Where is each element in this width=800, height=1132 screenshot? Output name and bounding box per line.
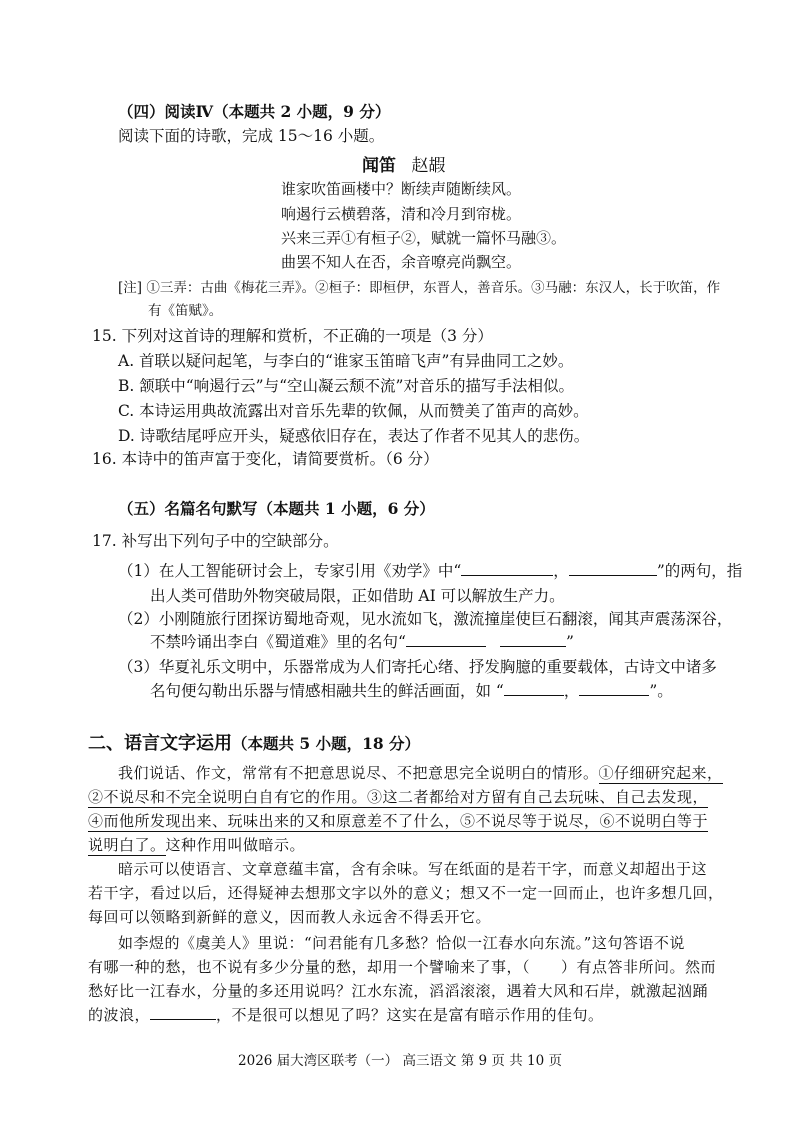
passage-l4-underlined: 说明白了。 [88,836,166,854]
q17-part3-line2 [150,679,673,701]
q17-part2-end: ” [565,633,574,651]
poem-line-2: 响遏行云横碧落，清和冷月到帘栊。 [281,205,522,223]
passage-l9-text-b: 有点答非所问。然而 [576,958,717,976]
q17-part2-text: 不禁吟诵出李白《蜀道难》里的名句“ [150,633,406,651]
passage-l1-plain: 我们说话、作文，常常有不把意思说尽、不把意思完全说明白的情形。 [118,764,599,782]
poem-line-1: 谁家吹笛画楼中？断续声随断续风。 [281,180,522,198]
passage-l1-underlined: ①仔细研究起来， [598,764,723,782]
passage-line-3 [88,810,708,831]
q17-part2-blank-2[interactable] [500,632,566,647]
passage-line-2 [88,786,708,807]
q17-part2-line1: （2）小刚随旅行团探访蜀地奇观，见水流如飞，激流撞崖使巨石翻滚，闻其声震荡深谷， [118,610,733,628]
q15-option-b: B. 颔联中“响遏行云”与“空山凝云颓不流”对音乐的描写手法相似。 [118,377,574,395]
q16-stem: 16. 本诗中的笛声富于变化，请简要赏析。（6 分） [92,450,439,468]
q17-part1-blank-1[interactable] [461,561,553,576]
q17-part2-blank-1[interactable] [406,632,486,647]
q15-option-d: D. 诗歌结尾呼应开头，疑惑依旧存在，表达了作者不见其人的悲伤。 [118,427,590,445]
q17-part3-text: 名句便勾勒出乐器与情感相融共生的鲜活画面，如 “ [150,682,504,700]
q15-option-c: C. 本诗运用典故流露出对音乐先辈的钦佩，从而赞美了笛声的高妙。 [118,402,589,420]
section5-heading: （五）名篇名句默写（本题共 1 小题，6 分） [118,499,435,518]
section4-instruction: 阅读下面的诗歌，完成 15～16 小题。 [118,127,385,145]
part2-heading-row [88,729,420,755]
q15-stem: 15. 下列对这首诗的理解和赏析，不正确的一项是（3 分） [92,327,493,345]
passage-line-5: 暗示可以使语言、文章意蕴丰富，含有余味。写在纸面的是若干字，而意义却超出于这 [118,860,708,878]
part2-heading-note: （本题共 5 小题，18 分） [232,734,421,753]
poem-author: 赵嘏 [411,156,446,176]
poem-title-row [362,151,445,176]
poem-line-4: 曲罢不知人在否，余音嘹亮尚飘空。 [281,253,522,271]
poem-note-line-2: 有《笛赋》。 [148,303,223,319]
passage-l3-underlined-1: ④而他所发现出来、玩味出来的又和原意差不了什么， [88,812,461,830]
q17-part1-blank-2[interactable] [569,561,657,576]
passage-line-9 [88,956,716,977]
q17-part3-line1: （3）华夏礼乐文明中，乐器常成为人们寄托心绪、抒发胸臆的重要载体，古诗文中诸多 [118,658,717,676]
q17-part1-line1 [118,559,742,581]
passage-l3-underlined-2: ⑤不说尽等于说尽， [460,812,600,830]
q15-option-a: A. 首联以疑问起笔，与李白的“谁家玉笛暗飞声”有异曲同工之妙。 [118,352,574,370]
q17-part3-blank-1[interactable] [504,681,564,696]
passage-l11-text-a: 的波浪， [88,1006,151,1024]
poem-note-line-1: [注] ①三弄：古曲《梅花三弄》。②桓子：即桓伊，东晋人，善音乐。③马融：东汉人，长于吹笛，作 [118,280,720,296]
passage-line-8: 如李煜的《虞美人》里说：“问君能有几多愁？恰似一江春水向东流。”这句答语不说 [118,934,685,952]
q17-part1-comma: ， [553,562,569,580]
passage-l11-blank[interactable] [150,1005,216,1020]
q17-part1-line2: 出人类可借助外物突破局限，正如借助 AI 可以解放生产力。 [150,587,565,605]
passage-line-4 [88,834,305,855]
passage-l9-text-a: 有哪一种的愁，也不说有多少分量的愁，却用一个譬喻来了事， [88,958,523,976]
poem-line-3: 兴来三弄①有桓子②，赋就一篇怀马融③。 [281,229,567,247]
passage-line-10: 愁好比一江春水，分量的多还用说吗？江水东流，滔滔滚滚，遇着大风和石岸，就激起汹踊 [88,982,709,1000]
passage-l3-underlined-3: ⑥不说明白等于 [599,812,709,830]
q17-part3-comma: ， [563,682,580,700]
q17-part1-text-a: （1）在人工智能研讨会上，专家引用《劝学》中“ [118,562,462,580]
q17-part1-text-b: ”的两句，指 [656,562,743,580]
passage-l9-paren-blank[interactable]: （ ） [522,958,577,976]
part2-heading: 二、语言文字运用 [88,733,232,754]
q17-part3-blank-2[interactable] [579,681,649,696]
page-footer: 2026 届大湾区联考（一） 高三语文 第 9 页 共 10 页 [238,1053,562,1069]
section4-heading: （四）阅读Ⅳ（本题共 2 小题，9 分） [118,102,391,121]
q17-part2-line2 [150,630,574,652]
passage-l4-plain: 这种作用叫做暗示。 [165,836,306,854]
passage-line-6: 若干字，看过以后，还得疑神去想那文字以外的意义；想又不一定一回而止，也许多想几回， [88,884,724,902]
q17-stem: 17. 补写出下列句子中的空缺部分。 [92,532,339,550]
passage-line-11 [88,1004,604,1025]
q17-part3-end: ”。 [649,682,673,700]
passage-l2-underlined: ②不说尽和不完全说明白自有它的作用。③这二者都给对方留有自己去玩味、自己去发现， [88,788,709,806]
passage-line-1 [118,762,723,783]
passage-l11-text-b: ，不是很可以想见了吗？这实在是富有暗示作用的佳句。 [216,1006,604,1024]
poem-title: 闻笛 [362,156,396,176]
passage-line-7: 每回可以领略到新鲜的意义，因而教人永远舍不得丢开它。 [88,908,492,926]
